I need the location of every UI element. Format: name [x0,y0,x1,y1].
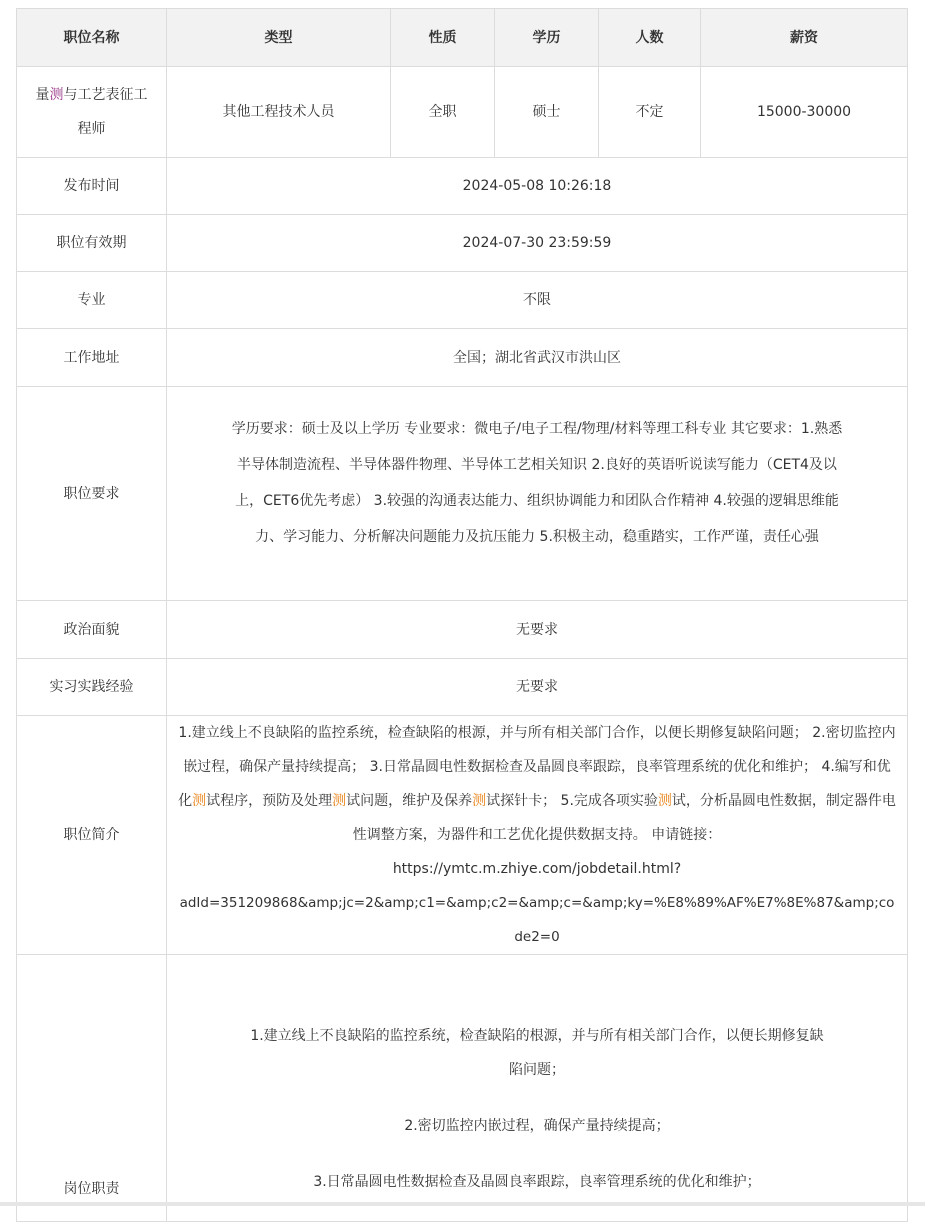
duties-row [17,955,908,1222]
duties-label: 岗位职责 [17,955,167,1222]
political-label: 政治面貌 [17,601,167,659]
address-value: 全国；湖北省武汉市洪山区 [167,329,908,387]
internship-value: 无要求 [167,659,908,716]
header-headcount: 人数 [599,9,701,67]
political-row [17,601,908,659]
job-headcount: 不定 [599,67,701,158]
intro-text: 试问题，维护及保养 [346,793,473,809]
internship-row [17,659,908,716]
header-job-name: 职位名称 [17,9,167,67]
apply-link-continued[interactable]: adId=351209868&amp;jc=2&amp;c1=&amp;c2=&amp;c=&amp;ky=%E8%89%AF%E7%8E%87&amp;code2=0 [179,895,895,945]
duty-item: 3.日常晶圆电性数据检查及晶圆良率跟踪，良率管理系统的优化和维护； [313,1174,761,1190]
header-nature: 性质 [391,9,495,67]
header-row [17,9,908,67]
validity-value: 2024-07-30 23:59:59 [167,215,908,272]
validity-row [17,215,908,272]
address-row [17,329,908,387]
address-label: 工作地址 [17,329,167,387]
publish-label: 发布时间 [17,158,167,215]
job-row [17,67,908,158]
job-detail-table [16,8,908,1222]
political-value: 无要求 [167,601,908,659]
job-name-part: 量 [35,87,50,103]
requirements-row [17,387,908,601]
intro-text: 试，分析晶圆电性数据，制定器件电性调整方案，为器件和工艺优化提供数据支持。 申请链接： [352,793,896,843]
apply-link[interactable]: https://ymtc.m.zhiye.com/jobdetail.html? [392,861,682,877]
job-name [17,67,167,158]
horizontal-scrollbar[interactable] [0,1202,925,1206]
job-type: 其他工程技术人员 [167,67,391,158]
duty-item: 2.密切监控内嵌过程，确保产量持续提高； [404,1118,670,1134]
publish-value: 2024-05-08 10:26:18 [167,158,908,215]
duties-value [167,955,908,1222]
intro-label: 职位简介 [17,716,167,955]
job-nature: 全职 [391,67,495,158]
major-row [17,272,908,329]
intro-row [17,716,908,955]
major-label: 专业 [17,272,167,329]
job-name-part: 与工艺表征工程师 [63,87,148,137]
publish-row [17,158,908,215]
internship-label: 实习实践经验 [17,659,167,716]
job-salary: 15000-30000 [701,67,908,158]
job-education: 硕士 [495,67,599,158]
intro-highlight: 测 [657,793,672,809]
requirements-label: 职位要求 [17,387,167,601]
intro-text: 试程序，预防及处理 [206,793,333,809]
header-salary: 薪资 [701,9,908,67]
intro-text: 试探针卡； 5.完成各项实验 [486,793,658,809]
requirements-value: 学历要求：硕士及以上学历 专业要求：微电子/电子工程/物理/材料等理工科专业 其它要求：1.熟悉半导体制造流程、半导体器件物理、半导体工艺相关知识 2.良好的英语听说读写能力（CET4及以上，CET6优先考虑） 3.较强的沟通表达能力、组织协调能力和团队合作精神 4.较强的逻辑思维能力、学习能力、分析解决问题能力及抗压能力 5.积极主动，稳重踏实，工作严谨，责任心强 [167,387,908,601]
intro-highlight: 测 [332,793,347,809]
header-type: 类型 [167,9,391,67]
intro-highlight: 测 [472,793,487,809]
header-education: 学历 [495,9,599,67]
intro-text: 1.建立线上不良缺陷的监控系统，检查缺陷的根源，并与所有相关部门合作，以便长期修复缺陷问题； 2.密切监控内嵌过程，确保产量持续提高； 3.日常晶圆电性数据检查及晶圆良率跟踪，良率管理系统的优化和维护； 4.编写和优化 [178,725,896,809]
job-name-highlight: 测 [49,87,64,103]
duty-item: 1.建立线上不良缺陷的监控系统，检查缺陷的根源，并与所有相关部门合作，以便长期修复缺陷问题； [250,1028,824,1078]
major-value: 不限 [167,272,908,329]
intro-highlight: 测 [192,793,207,809]
validity-label: 职位有效期 [17,215,167,272]
intro-value [167,716,908,955]
